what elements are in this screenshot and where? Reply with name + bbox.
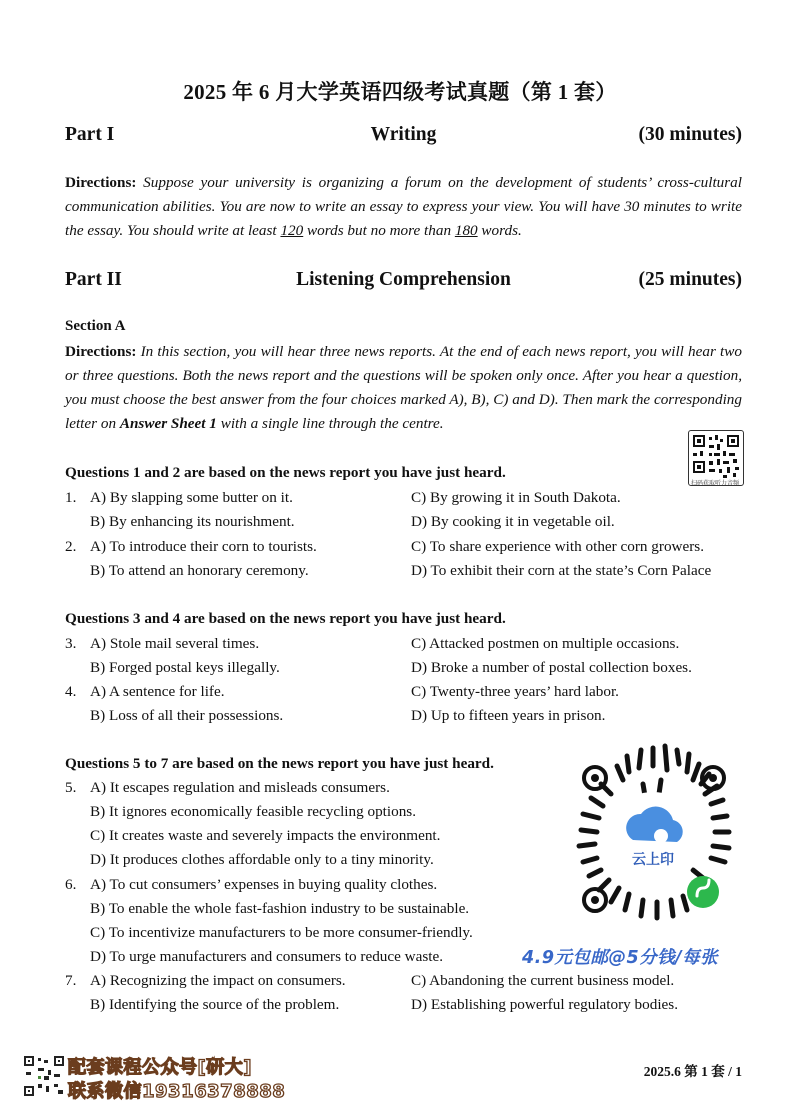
option-4d: D) Up to fifteen years in prison. [411,707,606,724]
qr-caption: 扫码获取听力音频 [690,480,739,487]
option-3c: C) Attacked postmen on multiple occasions. [411,635,680,652]
part2-time: (25 minutes) [638,269,742,290]
writing-directions-text-a: Suppose your university is organizing a forum on the development of students’ cross-cultural communication abilities. You are now to write an essay to express your view. You will have 30 minutes to write the essay. You should write at least [65,174,742,239]
option-5d: D) It produces clothes affordable only to a tiny minority. [90,851,434,868]
question-number: 6. [65,876,77,893]
option-3a: A) Stole mail several times. [90,635,260,652]
part1-header [65,124,742,152]
option-2d: D) To exhibit their corn at the state’s Corn Palace [411,562,712,579]
mini-program-name: 云上印 [632,852,674,868]
option-1a: A) By slapping some butter on it. [90,489,293,506]
question-number: 2. [65,538,77,555]
question-group-2-heading: Questions 3 and 4 are based on the news report you have just heard. [65,610,506,627]
part2-header [65,269,742,297]
option-1c: C) By growing it in South Dakota. [411,489,621,506]
option-3d: D) Broke a number of postal collection boxes. [411,659,692,676]
option-4c: C) Twenty-three years’ hard labor. [411,683,619,700]
promo-text: 4.9元包邮@5分钱/每张 [522,948,719,968]
option-6b: B) To enable the whole fast-fashion industry to be sustainable. [90,900,470,917]
part1-label: Part I [65,124,115,145]
option-7c: C) Abandoning the current business model. [411,972,675,989]
question-number: 5. [65,779,77,796]
answer-sheet-ref: Answer Sheet 1 [119,415,217,432]
question-group-1-heading: Questions 1 and 2 are based on the news report you have just heard. [65,464,506,481]
option-4b: B) Loss of all their possessions. [90,707,284,724]
page-footer: 2025.6 第 1 套 / 1 [643,1064,742,1079]
qr-code-icon [689,431,743,485]
part1-name: Writing [370,124,437,145]
listening-directions-text-a: In this section, you will hear three news reports. At the end of each news report, you will hear two or three questions. Both the news report and the questions will be spoken only once. After you hear a question, you must choose the best answer from the four choices marked A), B), C) and D). Then mark the corresponding letter on [65,343,742,432]
option-6a: A) To cut consumers’ expenses in buying quality clothes. [90,876,438,893]
writing-directions-label: Directions: [65,174,137,191]
question-number: 7. [65,972,77,989]
ad-line-2: 联系微信19316378888 [68,1081,286,1102]
page-title: 2025 年 6 月大学英语四级考试真题（第 1 套） [183,80,617,104]
option-3b: B) Forged postal keys illegally. [90,659,280,676]
option-1b: B) By enhancing its nourishment. [90,513,295,530]
mini-program-code-icon [553,740,753,940]
listening-directions [65,340,742,436]
option-2b: B) To attend an honorary ceremony. [90,562,309,579]
option-2c: C) To share experience with other corn growers. [411,538,705,555]
max-words: 180 [454,222,478,239]
option-5a: A) It escapes regulation and misleads consumers. [90,779,390,796]
part1-time: (30 minutes) [638,124,742,145]
option-6d: D) To urge manufacturers and consumers to reduce waste. [90,948,444,965]
part2-name: Listening Comprehension [296,269,511,290]
listening-directions-label: Directions: [65,343,137,360]
option-7d: D) Establishing powerful regulatory bodies. [411,996,678,1013]
question-group-3-heading: Questions 5 to 7 are based on the news report you have just heard. [65,755,494,772]
qr-code-icon [22,1054,66,1098]
question-number: 4. [65,683,77,700]
option-6c: C) To incentivize manufacturers to be more consumer-friendly. [90,924,473,941]
question-number: 3. [65,635,77,652]
option-7a: A) Recognizing the impact on consumers. [90,972,346,989]
listening-directions-text-b: with a single line through the centre. [216,415,444,432]
ad-line-1: 配套课程公众号[研大] [68,1057,252,1078]
writing-directions [65,171,742,243]
ad-qr-code[interactable] [22,1054,66,1098]
part2-label: Part II [65,269,122,290]
option-4a: A) A sentence for life. [90,683,225,700]
option-5c: C) It creates waste and severely impacts the environment. [90,827,441,844]
question-number: 1. [65,489,77,506]
mini-program-code[interactable] [553,740,753,940]
writing-directions-text-b: words but no more than [303,222,455,239]
option-7b: B) Identifying the source of the problem. [90,996,340,1013]
option-2a: A) To introduce their corn to tourists. [90,538,317,555]
option-1d: D) By cooking it in vegetable oil. [411,513,615,530]
option-5b: B) It ignores economically feasible recycling options. [90,803,417,820]
writing-directions-text-c: words. [477,222,522,239]
section-a-heading: Section A [65,318,126,334]
min-words: 120 [280,222,304,239]
